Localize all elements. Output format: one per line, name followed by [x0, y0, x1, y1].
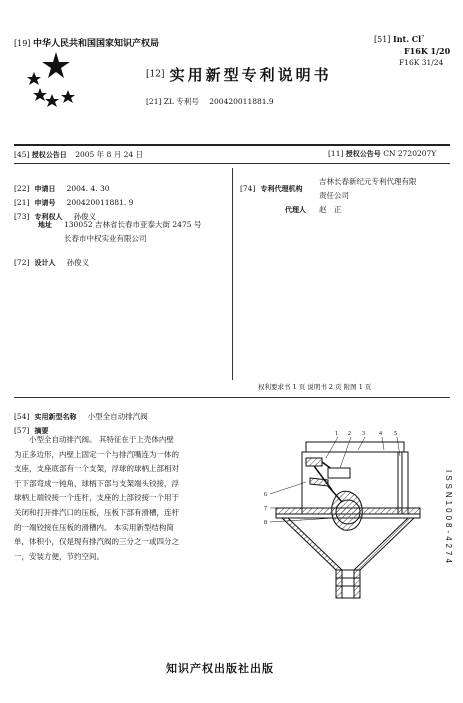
intcl-code: [51]: [374, 35, 391, 44]
app-no-label: 申请号: [34, 198, 56, 207]
doc-type-line: [146, 64, 332, 85]
abstract-line: 为正多边形，内壁上固定一个与排汽嘴连为一体的: [14, 449, 179, 459]
grant-no-label: 授权公告号: [345, 149, 381, 158]
grant-no-code: [11]: [328, 149, 344, 158]
figure-label: 5: [394, 431, 397, 437]
doc-type-code: [12]: [146, 69, 165, 80]
abstract-code: [57]: [14, 426, 30, 435]
grant-date-code: [45]: [14, 150, 30, 159]
agent-label: 代理人: [285, 205, 306, 214]
agency-code: [74]: [240, 184, 256, 193]
patentee-label: 专利权人: [34, 212, 63, 221]
title-label: 实用新型名称: [34, 412, 77, 421]
agency-row: [240, 176, 303, 195]
address-line1: 130052 吉林省长春市亚泰大街 2475 号: [64, 220, 202, 229]
abstract-line: 单，体积小，仅是现有排汽阀的三分之一或四分之: [14, 537, 179, 547]
app-no-code: [21]: [14, 198, 30, 207]
grant-no: CN 2720207Y: [383, 149, 437, 158]
patentee-value: 孙俊义: [73, 212, 97, 221]
designer-code: [72]: [14, 258, 30, 267]
title-value: 小型全自动排汽阀: [87, 412, 148, 421]
abstract-line: 一，安装方便，节约空间。: [14, 551, 104, 561]
filing-date-label: 申请日: [34, 184, 56, 193]
figure-label: 8: [264, 520, 267, 526]
filing-date-code: [22]: [14, 184, 30, 193]
patent-no-code: [21]: [146, 97, 162, 106]
intcl-line: [374, 34, 424, 44]
abstract-body: [14, 433, 179, 564]
office-name: 中华人民共和国国家知识产权局: [32, 39, 159, 49]
patent-number-line: [146, 96, 274, 107]
national-emblem-icon: [26, 50, 82, 112]
agency-line1: 吉林长春新纪元专利代理有限: [319, 177, 417, 186]
patent-no: 200420011881.9: [209, 97, 274, 106]
issn-vertical: ISSN1008-4274: [444, 470, 453, 566]
valve-drawing: [262, 428, 432, 608]
abstract-line: 球柄上端铰接一个连杆，支座的上部铰接一个用于: [14, 493, 179, 503]
designer-value: 孙俊义: [66, 258, 90, 267]
grant-no-line: [328, 149, 436, 159]
figure-label: 2: [348, 431, 351, 437]
figure-label: 3: [362, 431, 365, 437]
column-divider: [232, 168, 233, 380]
figure-label: 7: [264, 506, 267, 512]
designer-label: 设计人: [34, 258, 56, 267]
office-code: [19]: [14, 39, 31, 48]
divider-grant: [14, 163, 450, 164]
grant-date-label: 授权公告日: [31, 150, 67, 159]
designer-row: [14, 250, 89, 269]
divider-middle: [14, 397, 450, 398]
agency-line2: 责任公司: [319, 191, 349, 200]
abstract-line: 关闭和打开排汽口的压板，压板下部有滑槽，连杆: [14, 507, 179, 517]
address-label: 地址: [38, 220, 52, 229]
grant-date-line: [14, 149, 143, 160]
address-line2: 长春市中权实业有限公司: [64, 234, 147, 243]
abstract-line: 支座，支座底部有一个支架，浮球的球柄上部相对: [14, 464, 179, 474]
app-no-value: 200420011881. 9: [66, 198, 134, 207]
claims-note: 权利要求书 1 页 说明书 2 页 附图 1 页: [258, 383, 372, 391]
filing-date-value: 2004. 4. 30: [66, 184, 110, 193]
class-sub: F16K 31/24: [399, 58, 444, 67]
figure-label: 1: [335, 431, 338, 437]
publisher-footer: 知识产权出版社出版: [166, 662, 274, 675]
office-line: [14, 36, 159, 49]
patent-no-label: ZL 专利号: [163, 97, 199, 106]
agency-label: 专利代理机构: [260, 184, 303, 193]
abstract-label: 摘要: [34, 426, 49, 435]
abstract-line: 的一端铰接在压板的滑槽内。 本实用新型结构简: [14, 522, 174, 532]
patentee-code: [73]: [14, 212, 30, 221]
intcl-sup: 7: [421, 34, 425, 41]
doc-type-title: 实用新型专利说明书: [169, 66, 332, 84]
grant-date: 2005 年 8 月 24 日: [75, 150, 144, 159]
agent-value: 赵 正: [319, 205, 342, 214]
divider-top: [14, 144, 450, 146]
figure-label: 4: [379, 431, 382, 437]
intcl-label: Int. Cl: [392, 34, 422, 44]
abstract-line: 小型全自动排汽阀。 其特征在于上壳体内壁: [29, 435, 174, 444]
figure-label: 6: [264, 492, 267, 498]
class-main: F16K 1/20: [404, 46, 451, 56]
title-code: [54]: [14, 412, 30, 421]
abstract-line: 于下部弯成一钝角，球柄下部与支架端头铰接，浮: [14, 478, 179, 488]
